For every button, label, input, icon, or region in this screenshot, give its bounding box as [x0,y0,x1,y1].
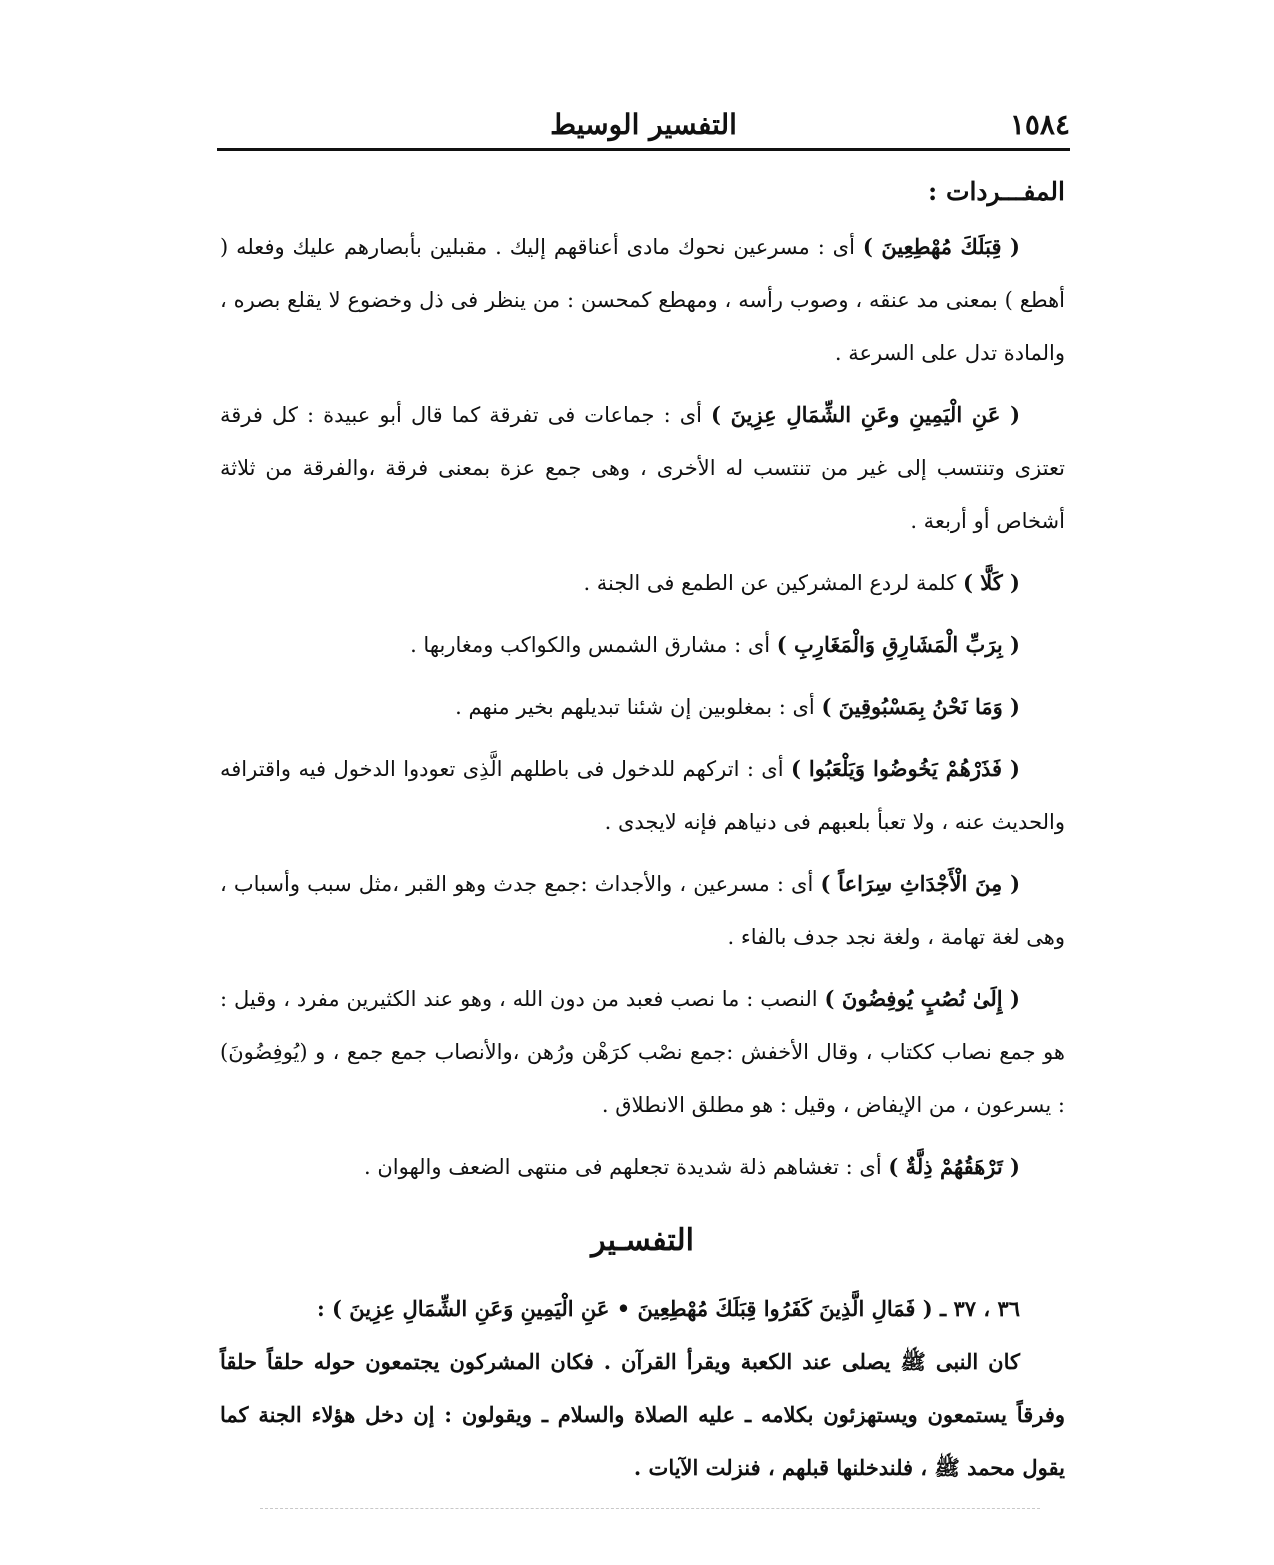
page-number: ١٥٨٤ [1009,108,1070,141]
quran-quote: ( إِلَىٰ نُصُبٍ يُوفِضُونَ ) [824,986,1020,1011]
section-title-label: المفـــردات : [928,177,1065,206]
quran-quote: ( قِبَلَكَ مُهْطِعِينَ ) [862,234,1020,259]
quran-quote: ( فَذَرْهُمْ يَخُوضُوا وَيَلْعَبُوا ) [790,756,1020,781]
page-header [217,100,1070,148]
paragraph-text: أى : بمغلوبين إن شئنا تبديلهم بخير منهم . [455,695,822,719]
tafsir-heading: التفسـير [591,1223,694,1258]
tafsir-verse-line: ٣٦ ، ٣٧ ـ ( فَمَالِ الَّذِينَ كَفَرُوا قِبَلَكَ مُهْطِعِينَ • عَنِ الْيَمِينِ وَعَنِ الشِّمَالِ عِزِينَ ) : [316,1296,1020,1321]
quran-quote: ( تَرْهَقُهُمْ ذِلَّةٌ ) [888,1154,1020,1179]
page-body [220,165,1065,1494]
vocab-paragraph [220,220,1065,380]
tafsir-paragraph: كان النبى ﷺ يصلى عند الكعبة ويقرأ القرآن . فكان المشركون يجتمعون حوله حلقاً حلقاً وفرقاً يستمعون ويستهزئون بكلامه ـ عليه الصلاة والسلام ـ ويقولون : إن دخل هؤلاء الجنة كما يقول محمد ﷺ ، فلندخلنها قبلهم ، فنزلت الآيات . [220,1349,1065,1480]
vocab-paragraph [220,857,1065,964]
paragraph-text: أى : مسرعين ، والأجداث :جمع جدث وهو القبر ،مثل سبب وأسباب ، وهى لغة تهامة ، ولغة نجد جدف بالفاء . [220,872,1065,949]
quran-quote: ( كَلَّا ) [962,570,1020,595]
header-rule [217,148,1070,151]
quran-quote: ( مِنَ الْأَجْدَاثِ سِرَاعاً ) [820,871,1021,896]
vocab-paragraph [220,972,1065,1132]
vocab-paragraph [220,1140,1065,1194]
quran-quote: ( بِرَبِّ الْمَشَارِقِ وَالْمَغَارِبِ ) [776,632,1020,657]
paragraph-text: أى : اتركهم للدخول فى باطلهم الَّذِى تعودوا الدخول فيه واقترافه والحديث عنه ، ولا تعبأ بلعبهم فى دنياهم فإنه لايجدى . [220,757,1065,834]
quran-quote: ( وَمَا نَحْنُ بِمَسْبُوقِينَ ) [821,694,1020,719]
paragraph-text: النصب : ما نصب فعبد من دون الله ، وهو عند الكثيرين مفرد ، وقيل : هو جمع نصاب ككتاب ، وقال الأخفش :جمع نصْب كرَهْن ورُهن ،والأنصاب جمع جمع ، و (يُوفِضُونَ) : يسرعون ، من الإيفاض ، وقيل : هو مطلق الانطلاق . [220,987,1065,1117]
paragraph-text: كلمة لردع المشركين عن الطمع فى الجنة . [583,571,963,595]
vocab-paragraph [220,388,1065,548]
vocab-paragraph [220,680,1065,734]
paragraph-text: أى : جماعات فى تفرقة كما قال أبو عبيدة : كل فرقة تعتزى وتنتسب إلى غير من تنتسب له الأخرى ، وهى جمع عزة بمعنى فرقة ،والفرقة من ثلاثة أشخاص أو أربعة . [220,403,1065,533]
paragraph-text: أى : مشارق الشمس والكواكب ومغاربها . [410,633,777,657]
vocab-paragraph [220,742,1065,849]
quran-quote: ( عَنِ الْيَمِينِ وعَنِ الشِّمَالِ عِزِينَ ) [711,402,1020,427]
vocab-paragraph [220,556,1065,610]
running-title: التفسير الوسيط [550,108,737,141]
section-title [220,165,1065,220]
paragraph-text: أى : تغشاهم ذلة شديدة تجعلهم فى منتهى الضعف والهوان . [364,1155,889,1179]
vocab-paragraph [220,618,1065,672]
paragraph-text: أى : مسرعين نحوك مادى أعناقهم إليك . مقبلين بأبصارهم عليك وفعله ( أهطع ) بمعنى مد عنقه ، وصوب رأسه ، ومهطع كمحسن : من ينظر فى ذل وخضوع لا يقلع بصره ، والمادة تدل على السرعة . [220,235,1065,365]
footer-rule [260,1508,1040,1509]
